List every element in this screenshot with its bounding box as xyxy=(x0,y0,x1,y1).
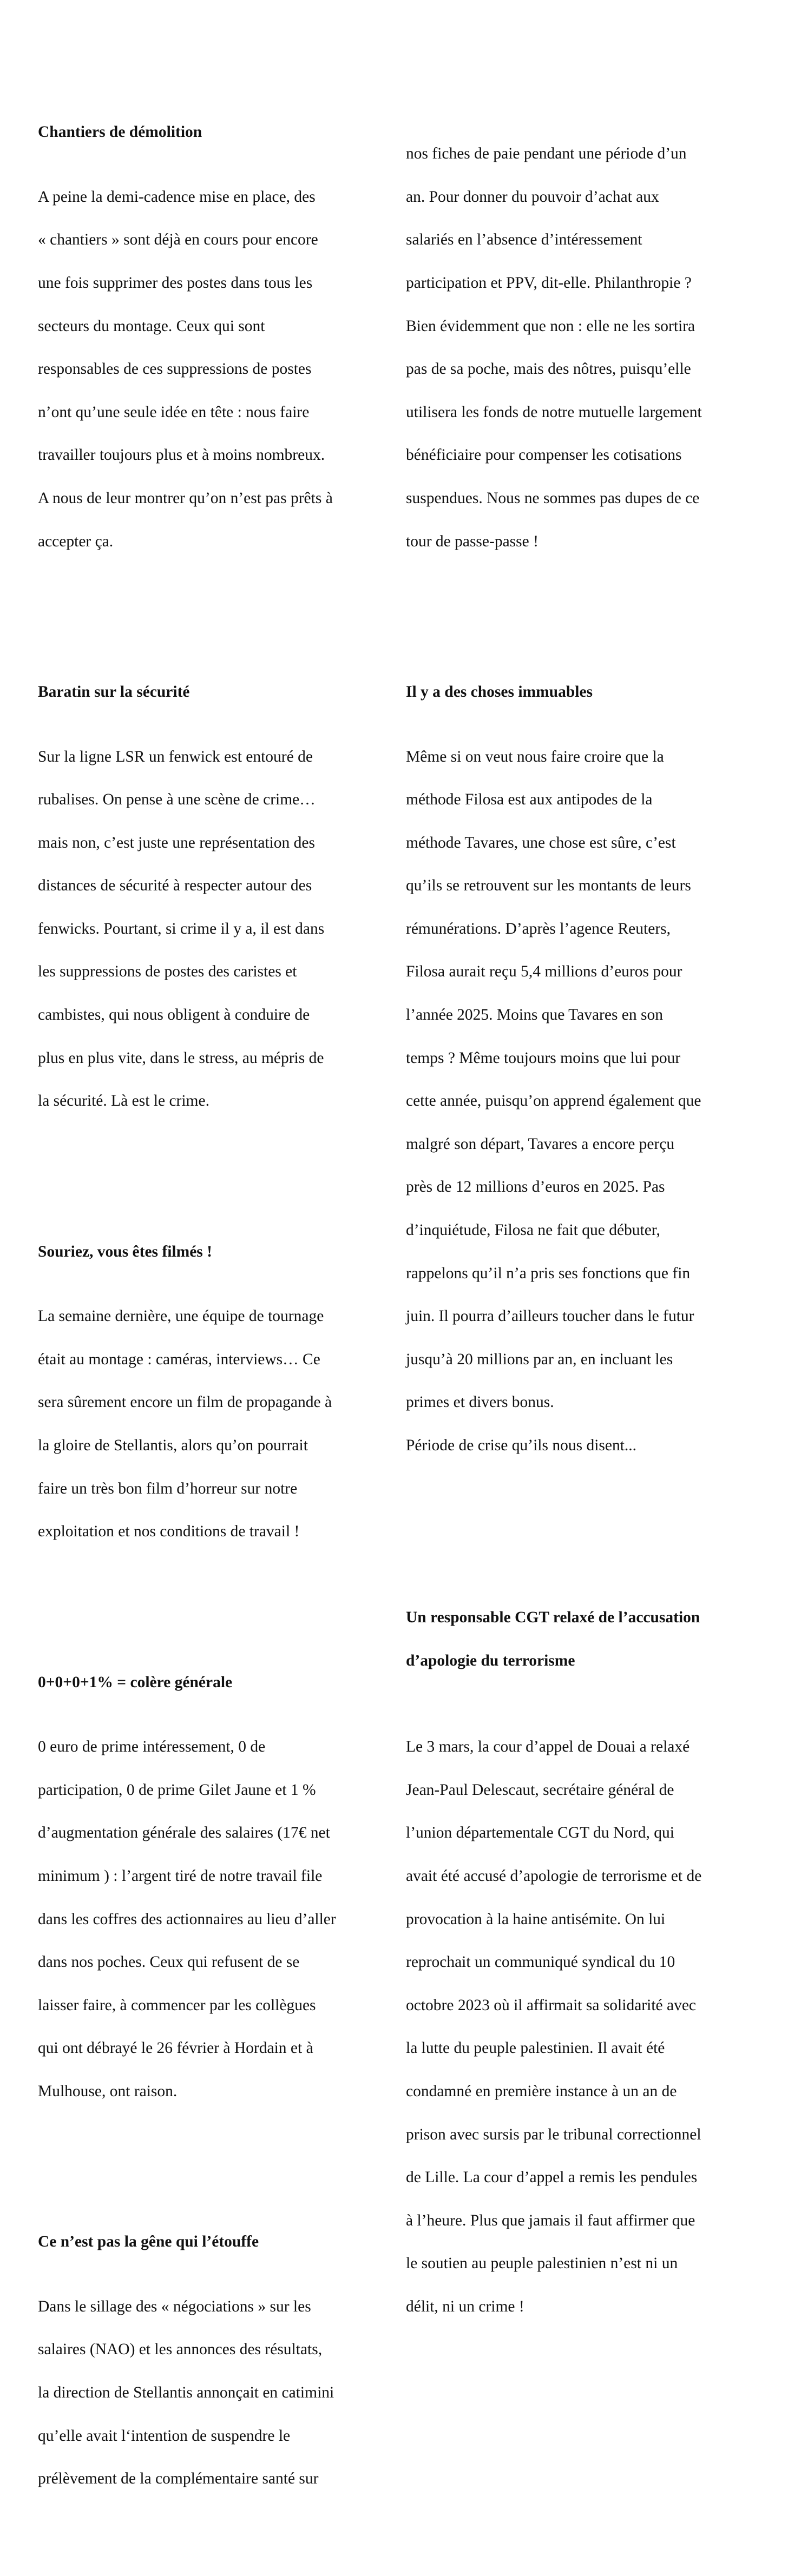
text-line: Même si on veut nous faire croire que la xyxy=(406,748,664,765)
article-body xyxy=(406,122,758,574)
text-line: dans nos poches. Ceux qui refusent de se xyxy=(38,1953,300,1971)
text-line: Jean-Paul Delescaut, secrétaire général de xyxy=(406,1781,674,1799)
text-line: plus en plus vite, dans le stress, au mépris de xyxy=(38,1049,324,1067)
text-line: l’union départementale CGT du Nord, qui xyxy=(406,1824,674,1842)
text-line: cambistes, qui nous obligent à conduire de xyxy=(38,1006,310,1024)
text-line: prélèvement de la complémentaire santé sur xyxy=(38,2470,319,2488)
text-line: de Lille. La cour d’appel a remis les pendules xyxy=(406,2169,698,2187)
text-line: participation et PPV, dit-elle. Philanthropie ? xyxy=(406,274,692,292)
text-line: à l’heure. Plus que jamais il faut affirmer que xyxy=(406,2211,695,2229)
text-line: n’ont qu’une seule idée en tête : nous faire xyxy=(38,403,310,421)
article-body xyxy=(38,1715,390,2124)
text-line: près de 12 millions d’euros en 2025. Pas xyxy=(406,1178,665,1196)
text-line: an. Pour donner du pouvoir d’achat aux xyxy=(406,188,659,206)
text-line: qu’elle avait l‘intention de suspendre le xyxy=(38,2427,291,2445)
text-line: faire un très bon film d’horreur sur notre xyxy=(38,1479,298,1497)
text-line: prison avec sursis par le tribunal correctionnel xyxy=(406,2125,701,2143)
text-line: exploitation et nos conditions de travail ! xyxy=(38,1523,300,1541)
text-line: une fois supprimer des postes dans tous les xyxy=(38,274,313,292)
text-line: d’augmentation générale des salaires (17€ net xyxy=(38,1824,330,1842)
article-title: 0+0+0+1% = colère générale xyxy=(38,1673,233,1691)
text-line: Période de crise qu’ils nous disent... xyxy=(406,1437,637,1454)
text-line: les suppressions de postes des caristes et xyxy=(38,963,297,981)
article-title: Ce n’est pas la gêne qui l’étouffe xyxy=(38,2233,259,2251)
text-line: bénéficiaire pour compenser les cotisations xyxy=(406,446,682,464)
article-body xyxy=(406,725,758,1478)
text-line: Dans le sillage des « négociations » sur les xyxy=(38,2297,311,2315)
article-choses-immuables xyxy=(406,660,758,1500)
text-line: suspendues. Nous ne sommes pas dupes de ce xyxy=(406,489,700,507)
text-line: Sur la ligne LSR un fenwick est entouré de xyxy=(38,748,313,765)
text-line: Mulhouse, ont raison. xyxy=(38,2082,178,2100)
text-line: temps ? Même toujours moins que lui pour xyxy=(406,1049,681,1067)
article-body xyxy=(38,1284,390,1564)
text-line: avait été accusé d’apologie de terrorisme et de xyxy=(406,1867,702,1885)
title-line: d’apologie du terrorisme xyxy=(406,1652,575,1669)
text-line: octobre 2023 où il affirmait sa solidarité avec xyxy=(406,1996,697,2014)
text-line: le soutien au peuple palestinien n’est ni un xyxy=(406,2255,678,2273)
article-body xyxy=(38,725,390,1134)
article-title xyxy=(406,1586,758,1694)
text-line: tour de passe-passe ! xyxy=(406,532,539,550)
article-souriez-filmes xyxy=(38,1220,390,1586)
text-line: distances de sécurité à respecter autour des xyxy=(38,877,312,895)
text-line: qu’ils se retrouvent sur les montants de leurs xyxy=(406,877,691,895)
text-line: fenwicks. Pourtant, si crime il y a, il est dans xyxy=(38,920,325,937)
text-line: juin. Il pourra d’ailleurs toucher dans le futur xyxy=(406,1307,694,1325)
text-line: rubalises. On pense à une scène de crime… xyxy=(38,791,316,809)
text-line: travailler toujours plus et à moins nombreux. xyxy=(38,446,325,464)
text-line: responsables de ces suppressions de postes xyxy=(38,360,312,378)
article-title: Il y a des choses immuables xyxy=(406,683,593,701)
text-line: jusqu’à 20 millions par an, en incluant les xyxy=(406,1350,673,1368)
text-line: participation, 0 de prime Gilet Jaune et 1 % xyxy=(38,1781,316,1799)
left-column xyxy=(38,57,390,2576)
text-line: La semaine dernière, une équipe de tournage xyxy=(38,1307,324,1325)
text-line: Filosa aurait reçu 5,4 millions d’euros pour xyxy=(406,963,682,981)
article-body xyxy=(406,1715,758,2339)
text-line: rémunérations. D’après l’agence Reuters, xyxy=(406,920,671,937)
article-baratin-securite xyxy=(38,660,390,1155)
text-line: 0 euro de prime intéressement, 0 de xyxy=(38,1738,266,1756)
text-line: dans les coffres des actionnaires au lieu d’aller xyxy=(38,1910,336,1928)
text-line: mais non, c’est juste une représentation des xyxy=(38,834,316,851)
text-line: malgré son départ, Tavares a encore perçu xyxy=(406,1135,675,1153)
text-line: sera sûrement encore un film de propagande à xyxy=(38,1393,332,1411)
right-column xyxy=(406,57,758,2404)
text-line: d’inquiétude, Filosa ne fait que débuter, xyxy=(406,1221,660,1239)
text-line: A nous de leur montrer qu’on n’est pas prêts à xyxy=(38,489,333,507)
text-line: méthode Tavares, une chose est sûre, c’est xyxy=(406,834,676,851)
article-gene-etouffe xyxy=(38,2210,390,2533)
text-line: la lutte du peuple palestinien. Il avait été xyxy=(406,2039,665,2057)
text-line: salariés en l’absence d’intéressement xyxy=(406,231,642,249)
article-title: Baratin sur la sécurité xyxy=(38,683,190,701)
text-line: laisser faire, à commencer par les collègues xyxy=(38,1996,316,2014)
text-line: l’année 2025. Moins que Tavares en son xyxy=(406,1006,664,1024)
text-line: minimum ) : l’argent tiré de notre travail file xyxy=(38,1867,323,1885)
article-responsable-cgt-relaxe xyxy=(406,1564,758,2361)
article-body xyxy=(38,2275,390,2512)
text-line: la sécurité. Là est le crime. xyxy=(38,1092,209,1110)
text-line: Le 3 mars, la cour d’appel de Douai a relaxé xyxy=(406,1738,690,1756)
text-line: nos fiches de paie pendant une période d’un xyxy=(406,145,687,163)
title-line: Un responsable CGT relaxé de l’accusation xyxy=(406,1609,700,1627)
text-line: cette année, puisqu’on apprend également que xyxy=(406,1092,701,1110)
article-title: Chantiers de démolition xyxy=(38,123,202,141)
text-line: salaires (NAO) et les annonces des résultats, xyxy=(38,2341,323,2359)
text-line: était au montage : caméras, interviews… Ce xyxy=(38,1350,320,1368)
text-line: A peine la demi-cadence mise en place, des xyxy=(38,188,316,206)
text-line: délit, ni un crime ! xyxy=(406,2297,524,2315)
text-line: condamné en première instance à un an de xyxy=(406,2082,677,2100)
text-line: utilisera les fonds de notre mutuelle largement xyxy=(406,403,702,421)
text-line: méthode Filosa est aux antipodes de la xyxy=(406,791,653,809)
text-line: « chantiers » sont déjà en cours pour encore xyxy=(38,231,318,249)
text-line: rappelons qu’il n’a pris ses fonctions que fin xyxy=(406,1264,691,1282)
text-line: accepter ça. xyxy=(38,532,114,550)
text-line: pas de sa poche, mais des nôtres, puisqu’elle xyxy=(406,360,691,378)
article-body xyxy=(38,165,390,574)
text-line: primes et divers bonus. xyxy=(406,1393,554,1411)
text-line: reprochait un communiqué syndical du 10 xyxy=(406,1953,675,1971)
text-line: la gloire de Stellantis, alors qu’on pourrait xyxy=(38,1437,308,1454)
article-colere-generale xyxy=(38,1650,390,2145)
text-line: la direction de Stellantis annonçait en catimini xyxy=(38,2384,334,2402)
article-chantiers-demolition xyxy=(38,101,390,596)
text-line: Bien évidemment que non : elle ne les sortira xyxy=(406,317,695,335)
article-title: Souriez, vous êtes filmés ! xyxy=(38,1243,212,1260)
text-line: qui ont débrayé le 26 février à Hordain et à xyxy=(38,2039,313,2057)
text-line: secteurs du montage. Ceux qui sont xyxy=(38,317,265,335)
article-gene-etouffe-continued xyxy=(406,101,758,596)
text-line: provocation à la haine antisémite. On lui xyxy=(406,1910,666,1928)
